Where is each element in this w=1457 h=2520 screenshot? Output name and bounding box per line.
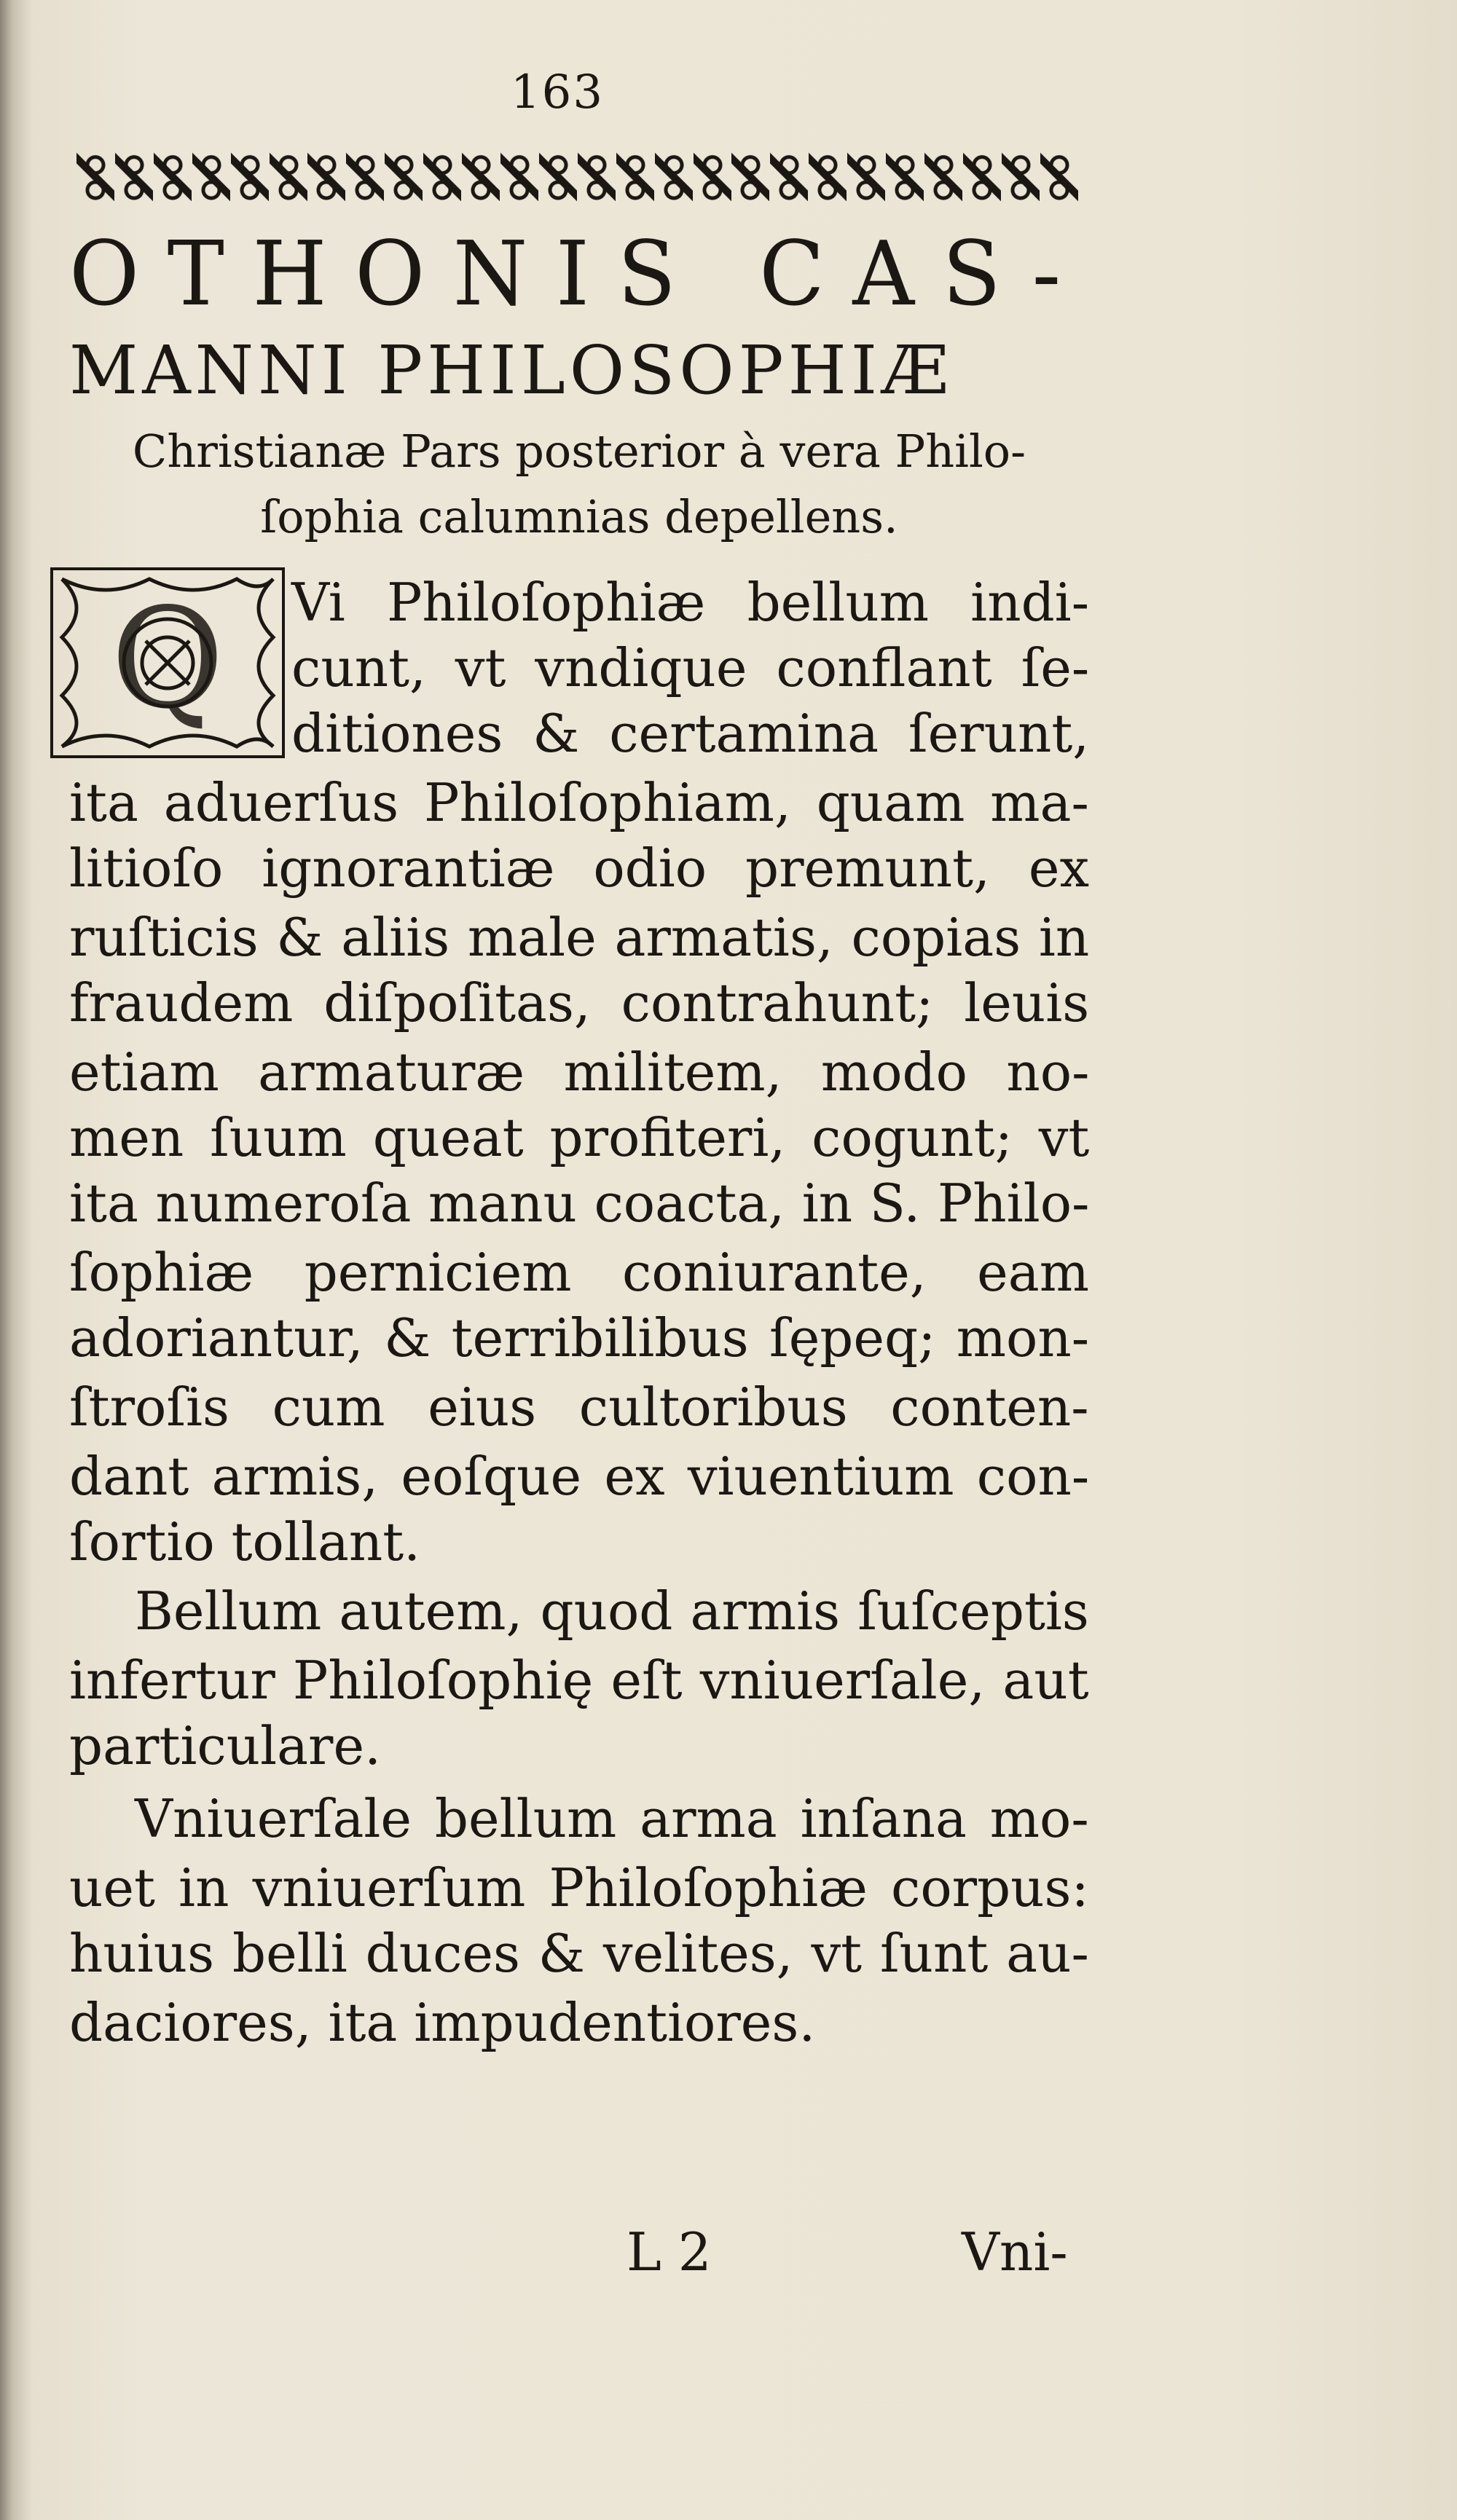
ornament-unit xyxy=(423,147,461,207)
ornament-unit xyxy=(578,147,616,207)
ornament-unit xyxy=(154,147,192,207)
ornament-unit xyxy=(847,147,885,207)
text-line: men ſuum queat profiteri, cogunt; vt xyxy=(69,1107,1090,1168)
ornament-unit xyxy=(385,147,423,207)
ornament-unit xyxy=(76,147,114,207)
ornament-unit xyxy=(809,147,847,207)
drop-cap-letter: Q xyxy=(111,578,224,739)
text-line: ſophiæ perniciem coniurante, eam xyxy=(69,1242,1089,1303)
page-number: 163 xyxy=(510,66,605,119)
text-line: Vi Philoſophiæ bellum indi- xyxy=(291,572,1090,633)
ornament-unit xyxy=(539,147,577,207)
drop-cap-initial xyxy=(47,564,288,761)
text-line: particulare. xyxy=(69,1715,381,1776)
ornament-unit xyxy=(1040,147,1078,207)
text-line: ditiones & certamina ſerunt, xyxy=(291,703,1090,764)
text-line: cunt, vt vndique conflant ſe- xyxy=(291,637,1090,698)
text-line: fraudem diſpoſitas, contrahunt; leuis xyxy=(69,972,1090,1033)
ornament-unit xyxy=(1002,147,1040,207)
ornament-unit xyxy=(192,147,230,207)
signature-mark: L 2 xyxy=(627,2221,712,2283)
ornament-unit xyxy=(616,147,654,207)
ornament-unit xyxy=(307,147,345,207)
text-line: infertur Philoſophię eſt vniuerſale, aut xyxy=(69,1650,1089,1711)
title-line-2: MANNI PHILOSOPHIÆ xyxy=(69,331,954,409)
ornament-unit xyxy=(963,147,1001,207)
text-line: Bellum autem, quod armis ſuſceptis xyxy=(135,1580,1089,1642)
text-line: ruſticis & aliis male armatis, copias in xyxy=(69,907,1090,968)
ornament-unit xyxy=(924,147,962,207)
text-line: adoriantur, & terribilibus ſępeq; mon- xyxy=(69,1307,1090,1369)
ornament-unit xyxy=(770,147,808,207)
ornament-unit xyxy=(346,147,384,207)
text-line: uet in vniuerſum Philoſophiæ corpus: xyxy=(69,1857,1089,1918)
title-line-1: OTHONIS CAS- xyxy=(69,222,1089,326)
ornament-unit xyxy=(231,147,269,207)
text-line: ſtroſis cum eius cultoribus conten- xyxy=(69,1377,1089,1438)
text-line: etiam armaturæ militem, modo no- xyxy=(69,1042,1090,1103)
catchword: Vni- xyxy=(962,2221,1068,2283)
text-line: ſortio tollant. xyxy=(69,1511,421,1572)
decorative-border-ornament xyxy=(76,142,1078,211)
ornament-unit xyxy=(500,147,538,207)
text-line: dant armis, eoſque ex viuentium con- xyxy=(69,1446,1090,1507)
subtitle-line-2: ſophia calumnias depellens. xyxy=(260,490,898,543)
ornament-unit xyxy=(655,147,693,207)
ornament-unit xyxy=(115,147,153,207)
ornament-unit xyxy=(694,147,731,207)
text-line: huius belli duces & velites, vt ſunt au- xyxy=(69,1923,1089,1984)
text-line: daciores, ita impudentiores. xyxy=(69,1992,816,2053)
text-line: Vniuerſale bellum arma inſana mo- xyxy=(135,1788,1089,1849)
text-line: ita numeroſa manu coacta, in S. Philo- xyxy=(69,1173,1090,1234)
ornament-unit xyxy=(462,147,500,207)
subtitle-line-1: Christianæ Pars posterior à vera Philo- xyxy=(132,425,1026,478)
ornament-unit xyxy=(270,147,307,207)
text-line: ita aduerſus Philoſophiam, quam ma- xyxy=(69,772,1089,833)
text-line: litioſo ignorantiæ odio premunt, ex xyxy=(69,838,1090,899)
ornament-unit xyxy=(886,147,924,207)
ornament-unit xyxy=(731,147,769,207)
